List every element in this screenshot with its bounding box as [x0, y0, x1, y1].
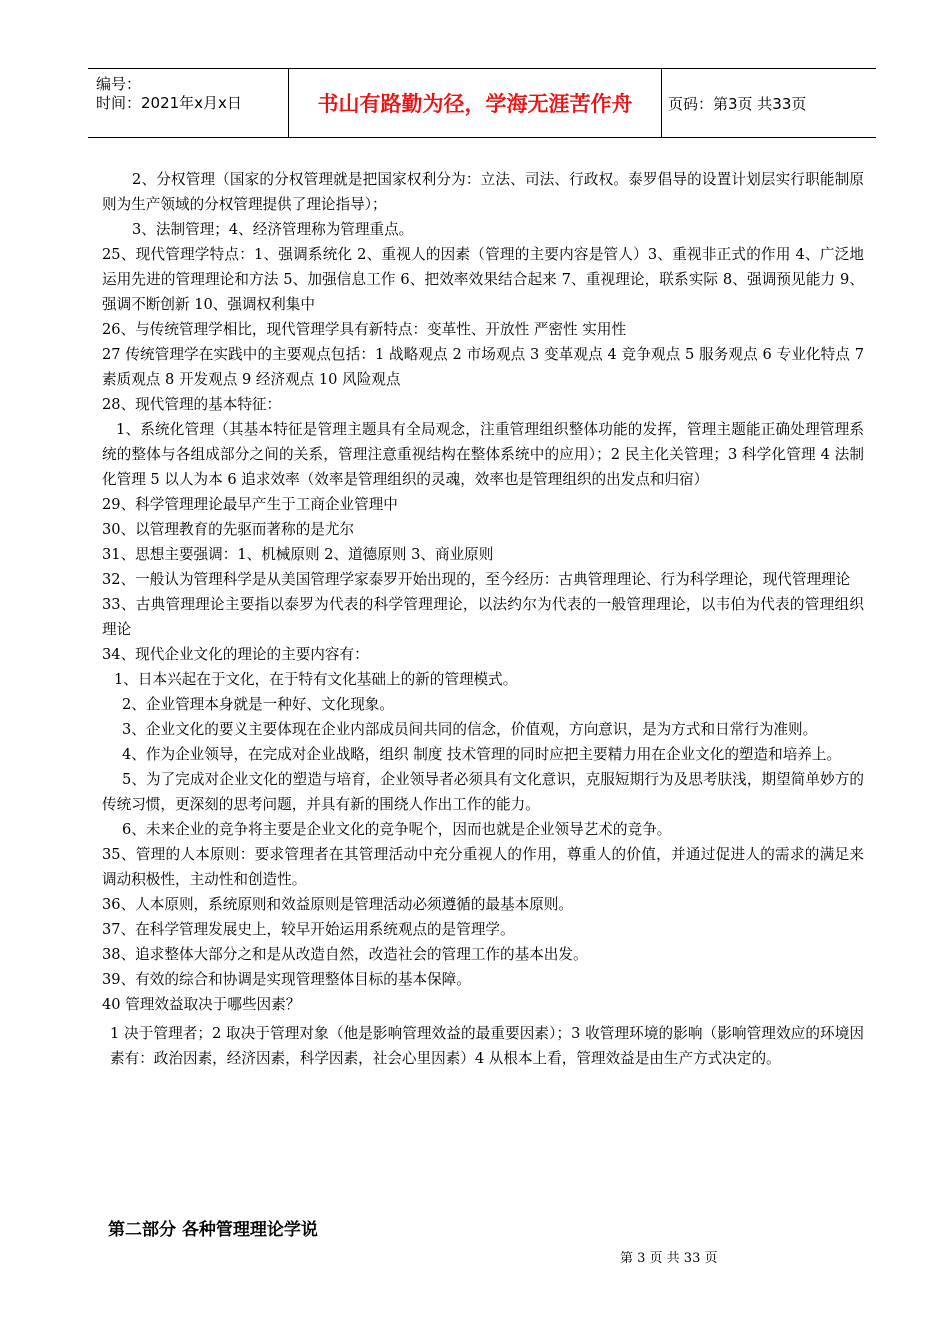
body-paragraph: 37、在科学管理发展史上，较早开始运用系统观点的是管理学。 [102, 921, 515, 938]
body-paragraph: 27 传统管理学在实践中的主要观点包括：1 战略观点 2 市场观点 3 变革观点 4 竞争观点 5 服务观点 6 专业化特点 7 素质观点 8 开发观点 9 经济观点 10 风险观点 [102, 346, 864, 388]
body-paragraph: 4、作为企业领导，在完成对企业战略，组织 制度 技术管理的同时应把主要精力用在企业文化的塑造和培养上。 [122, 746, 842, 763]
body-paragraph: 34、现代企业文化的理论的主要内容有： [102, 646, 369, 663]
body-paragraph: 30、以管理教育的先驱而著称的是尤尔 [102, 521, 355, 538]
header-meta [88, 69, 288, 137]
document-body [102, 167, 864, 1071]
body-paragraph: 36、人本原则，系统原则和效益原则是管理活动必须遵循的最基本原则。 [102, 896, 573, 913]
body-paragraph: 6、未来企业的竞争将主要是企业文化的竞争呢个，因而也就是企业领导艺术的竞争。 [122, 821, 672, 838]
body-paragraph: 2、分权管理（国家的分权管理就是把国家权利分为：立法、司法、行政权。泰罗倡导的设置计划层实行职能制原则为生产领域的分权管理提供了理论指导）； [102, 171, 864, 213]
body-paragraph: 28、现代管理的基本特征： [102, 396, 282, 413]
page-footer: 第 3 页 共 33 页 [620, 1251, 718, 1266]
body-paragraph: 32、一般认为管理科学是从美国管理学家泰罗开始出现的，至今经历：古典管理理论、行为科学理论，现代管理理论 [102, 571, 851, 588]
body-paragraph: 29、科学管理理论最早产生于工商企业管理中 [102, 496, 398, 513]
section-title: 第二部分 各种管理理论学说 [108, 1220, 318, 1240]
body-paragraph: 31、思想主要强调：1、机械原则 2、道德原则 3、商业原则 [102, 546, 494, 563]
body-paragraph: 1、日本兴起在于文化，在于特有文化基础上的新的管理模式。 [114, 671, 518, 688]
body-paragraph: 38、追求整体大部分之和是从改造自然，改造社会的管理工作的基本出发。 [102, 946, 588, 963]
body-paragraph: 40 管理效益取决于哪些因素？ [102, 996, 301, 1013]
body-paragraph: 3、企业文化的要义主要体现在企业内部成员间共同的信念，价值观，方向意识，是为方式和日常行为准则。 [122, 721, 818, 738]
header-motto: 书山有路勤为径，学海无涯苦作舟 [288, 69, 662, 137]
document-header [88, 68, 876, 138]
body-paragraph: 1 决于管理者；2 取决于管理对象（他是影响管理效益的最重要因素）；3 收管理环境的影响（影响管理效应的环境因素有：政治因素，经济因素，科学因素，社会心里因素）4 从根本上看，管理效益是由生产方式决定的。 [110, 1025, 864, 1067]
body-paragraph: 1、系统化管理（其基本特征是管理主题具有全局观念，注重管理组织整体功能的发挥，管理主题能正确处理管理系统的整体与各组成部分之间的关系，管理注意重视结构在整体系统中的应用）；2 民主化关管理；3 科学化管理 4 法制化管理 5 以人为本 6 追求效率（效率是管理组织的灵魂，效率也是管理组织的出发点和归宿） [102, 421, 864, 488]
body-paragraph: 3、法制管理；4、经济管理称为管理重点。 [132, 221, 414, 238]
body-paragraph: 26、与传统管理学相比，现代管理学具有新特点：变革性、开放性 严密性 实用性 [102, 321, 627, 338]
body-paragraph: 25、现代管理学特点：1、强调系统化 2、重视人的因素（管理的主要内容是管人）3、重视非正式的作用 4、广泛地运用先进的管理理论和方法 5、加强信息工作 6、把效率效果结合起来 7、重视理论，联系实际 8、强调预见能力 9、强调不断创新 10、强调权利集中 [102, 246, 864, 313]
doc-time-label: 时间：2021年x月x日 [96, 94, 242, 112]
body-paragraph: 33、古典管理理论主要指以泰罗为代表的科学管理理论，以法约尔为代表的一般管理理论，以韦伯为代表的管理组织理论 [102, 596, 864, 638]
header-page-info: 页码：第3页 共33页 [668, 95, 807, 113]
doc-number-label: 编号： [96, 75, 142, 93]
body-paragraph: 35、管理的人本原则：要求管理者在其管理活动中充分重视人的作用，尊重人的价值，并通过促进人的需求的满足来调动积极性，主动性和创造性。 [102, 846, 864, 888]
body-paragraph: 39、有效的综合和协调是实现管理整体目标的基本保障。 [102, 971, 471, 988]
body-paragraph: 5、为了完成对企业文化的塑造与培育，企业领导者必须具有文化意识，克服短期行为及思考肤浅，期望简单妙方的传统习惯，更深刻的思考问题，并具有新的围绕人作出工作的能力。 [102, 771, 864, 813]
body-paragraph: 2、企业管理本身就是一种好、文化现象。 [122, 696, 394, 713]
